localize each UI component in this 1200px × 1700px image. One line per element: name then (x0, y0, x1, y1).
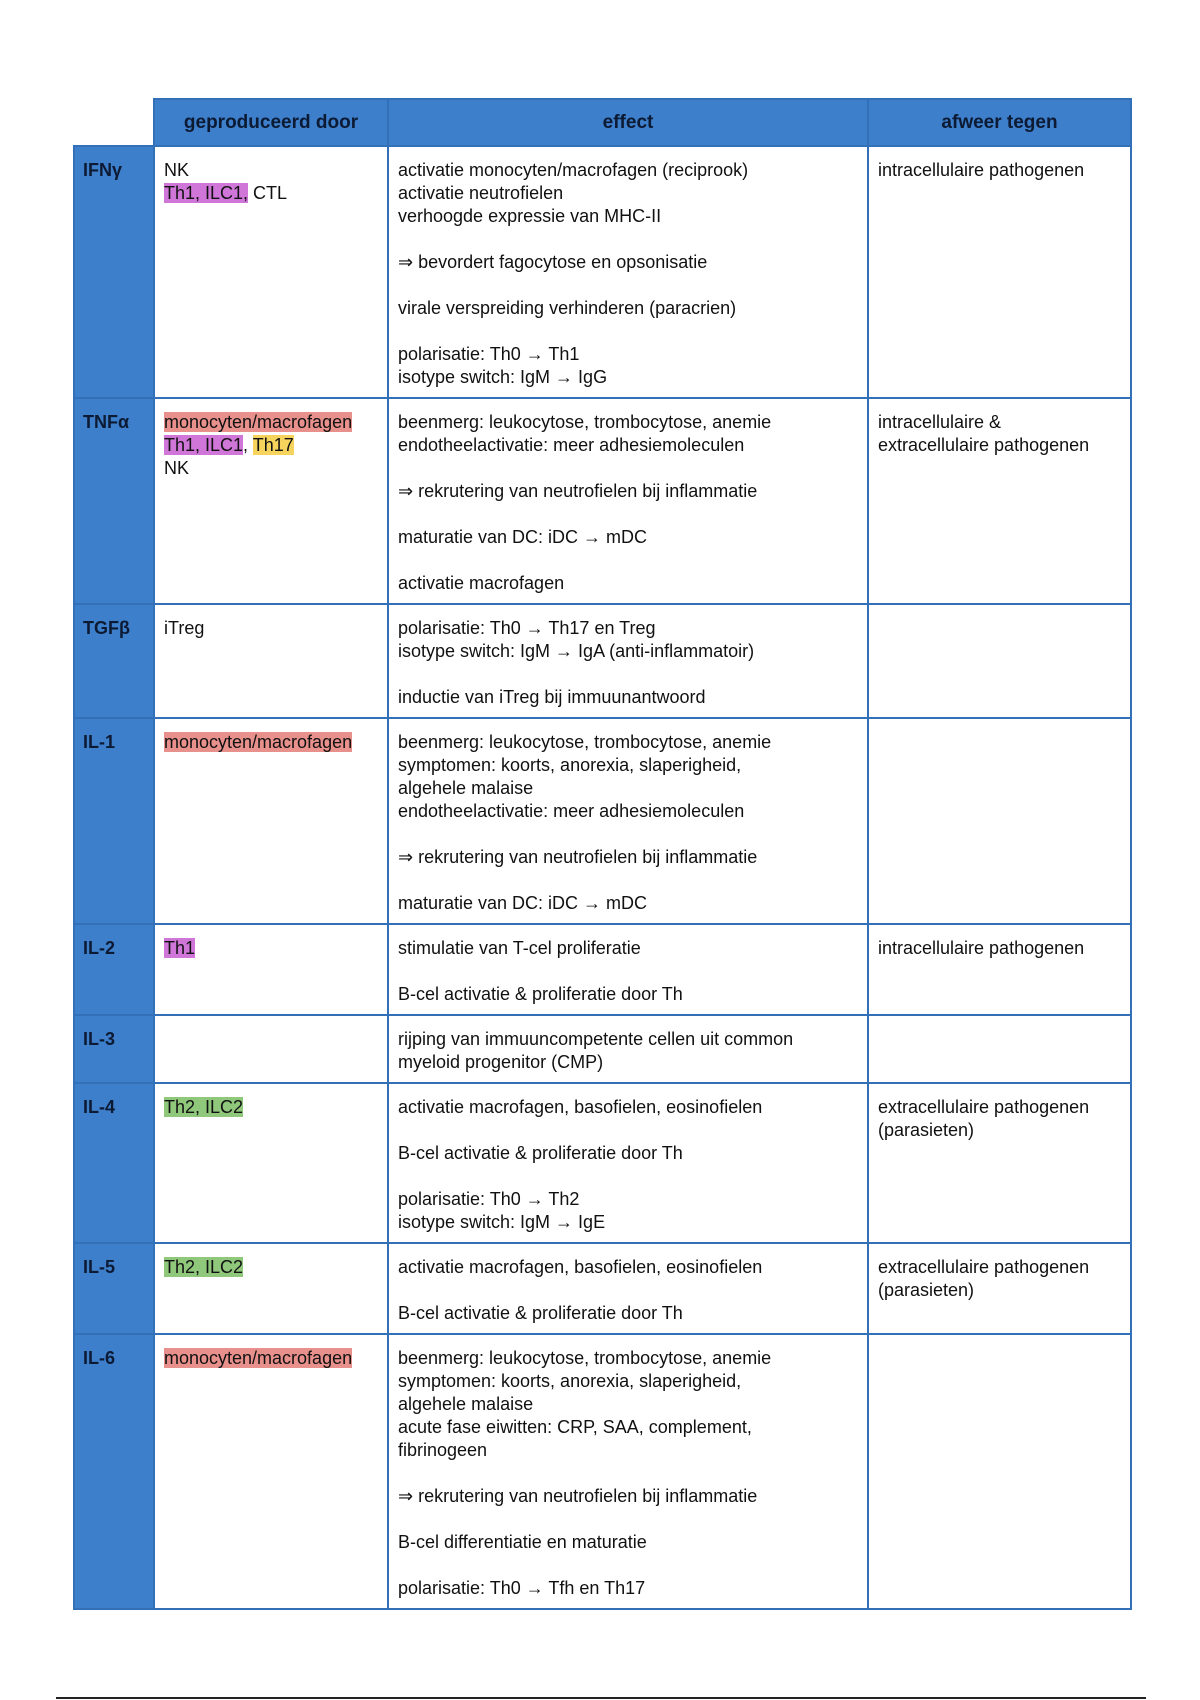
producers-cell (154, 398, 388, 604)
effect-line: beenmerg: leukocytose, trombocytose, anemie (398, 1348, 772, 1368)
effect-line: beenmerg: leukocytose, trombocytose, anemie (398, 732, 772, 752)
effect-cell (388, 718, 868, 924)
cytokine-name: IL-2 (74, 924, 154, 1015)
effect-cell (388, 1334, 868, 1609)
effect-cell (388, 1243, 868, 1334)
effect-cell (388, 924, 868, 1015)
effect-cell (388, 146, 868, 398)
line-gap (398, 823, 858, 846)
effect-line: ⇒ rekrutering van neutrofielen bij inflammatie (398, 481, 758, 501)
effect-line: B-cel differentiatie en maturatie (398, 1532, 647, 1552)
defense-cell (868, 1015, 1131, 1083)
defense-cell (868, 398, 1131, 604)
effect-line: maturatie van DC: iDC → mDC (398, 527, 648, 547)
effect-line: ⇒ rekrutering van neutrofielen bij inflammatie (398, 847, 758, 867)
line-gap (398, 1508, 858, 1531)
producer-line (164, 1256, 378, 1279)
defense-line: (parasieten) (878, 1120, 975, 1140)
table-row (74, 718, 1131, 924)
effect-line: isotype switch: IgM → IgE (398, 1212, 606, 1232)
line-gap (398, 320, 858, 343)
producers-cell (154, 718, 388, 924)
defense-line: intracellulaire pathogenen (878, 938, 1085, 958)
effect-line: symptomen: koorts, anorexia, slaperigheid, (398, 1371, 742, 1391)
cytokine-name: TNFα (74, 398, 154, 604)
line-gap (398, 274, 858, 297)
cell-type: , (243, 435, 253, 455)
cytokine-name: TGFβ (74, 604, 154, 718)
producer-line (164, 1347, 378, 1370)
header-defense: afweer tegen (868, 99, 1131, 146)
effect-line: fibrinogeen (398, 1440, 488, 1460)
defense-cell (868, 718, 1131, 924)
line-gap (398, 503, 858, 526)
header-produced-by: geproduceerd door (154, 99, 388, 146)
line-gap (398, 1554, 858, 1577)
table-header-row (74, 99, 1131, 146)
line-gap (398, 1119, 858, 1142)
effect-line: stimulatie van T-cel proliferatie (398, 938, 641, 958)
effect-line: myeloid progenitor (CMP) (398, 1052, 604, 1072)
effect-line: verhoogde expressie van MHC-II (398, 206, 662, 226)
effect-cell (388, 1015, 868, 1083)
table-row (74, 924, 1131, 1015)
defense-cell (868, 924, 1131, 1015)
defense-cell (868, 1083, 1131, 1243)
highlighted-cell-type: Th1, ILC1, (164, 183, 249, 203)
producers-cell (154, 924, 388, 1015)
effect-line: polarisatie: Th0 → Th2 (398, 1189, 580, 1209)
cell-type: iTreg (164, 618, 205, 638)
header-effect: effect (388, 99, 868, 146)
table-row (74, 1243, 1131, 1334)
effect-line: acute fase eiwitten: CRP, SAA, complement, (398, 1417, 752, 1437)
cytokine-name: IL-1 (74, 718, 154, 924)
effect-line: polarisatie: Th0 → Th17 en Treg (398, 618, 656, 638)
effect-cell (388, 398, 868, 604)
effect-line: activatie monocyten/macrofagen (reciprook) (398, 160, 749, 180)
effect-line: isotype switch: IgM → IgA (anti-inflammatoir) (398, 641, 755, 661)
effect-line: activatie neutrofielen (398, 183, 564, 203)
line-gap (398, 1165, 858, 1188)
cell-type: NK (164, 458, 190, 478)
effect-line: B-cel activatie & proliferatie door Th (398, 1143, 683, 1163)
effect-line: inductie van iTreg bij immuunantwoord (398, 687, 706, 707)
defense-line: (parasieten) (878, 1280, 975, 1300)
producers-cell (154, 1083, 388, 1243)
highlighted-cell-type: Th2, ILC2 (164, 1097, 244, 1117)
cytokine-name: IL-4 (74, 1083, 154, 1243)
defense-cell (868, 1334, 1131, 1609)
defense-line: intracellulaire & (878, 412, 1002, 432)
defense-line: extracellulaire pathogenen (878, 1097, 1090, 1117)
effect-line: endotheelactivatie: meer adhesiemoleculen (398, 435, 745, 455)
highlighted-cell-type: monocyten/macrofagen (164, 1348, 353, 1368)
producer-line (164, 457, 378, 480)
cytokine-name: IFNγ (74, 146, 154, 398)
line-gap (398, 457, 858, 480)
highlighted-cell-type: Th2, ILC2 (164, 1257, 244, 1277)
effect-line: polarisatie: Th0 → Tfh en Th17 (398, 1578, 646, 1598)
producers-cell (154, 1243, 388, 1334)
effect-line: B-cel activatie & proliferatie door Th (398, 984, 683, 1004)
effect-line: symptomen: koorts, anorexia, slaperigheid, (398, 755, 742, 775)
line-gap (398, 1462, 858, 1485)
effect-line: activatie macrofagen (398, 573, 565, 593)
table-row (74, 1015, 1131, 1083)
defense-cell (868, 1243, 1131, 1334)
effect-line: isotype switch: IgM → IgG (398, 367, 608, 387)
defense-line: extracellulaire pathogenen (878, 435, 1090, 455)
table-row (74, 398, 1131, 604)
producer-line (164, 434, 378, 457)
header-corner (74, 99, 154, 146)
effect-line: rijping van immuuncompetente cellen uit common (398, 1029, 794, 1049)
effect-line: B-cel activatie & proliferatie door Th (398, 1303, 683, 1323)
cell-type: CTL (248, 183, 288, 203)
producers-cell (154, 1015, 388, 1083)
effect-line: maturatie van DC: iDC → mDC (398, 893, 648, 913)
effect-cell (388, 604, 868, 718)
highlighted-cell-type: monocyten/macrofagen (164, 412, 353, 432)
table-row (74, 1334, 1131, 1609)
effect-line: algehele malaise (398, 1394, 534, 1414)
producer-line (164, 411, 378, 434)
producers-cell (154, 1334, 388, 1609)
producer-line (164, 159, 378, 182)
effect-line: endotheelactivatie: meer adhesiemoleculen (398, 801, 745, 821)
footer-rule (56, 1697, 1146, 1699)
cytokine-name: IL-5 (74, 1243, 154, 1334)
line-gap (398, 960, 858, 983)
defense-line: intracellulaire pathogenen (878, 160, 1085, 180)
effect-line: beenmerg: leukocytose, trombocytose, anemie (398, 412, 772, 432)
producer-line (164, 182, 378, 205)
effect-line: algehele malaise (398, 778, 534, 798)
effect-line: activatie macrofagen, basofielen, eosinofielen (398, 1097, 763, 1117)
effect-line: virale verspreiding verhinderen (paracrien) (398, 298, 737, 318)
line-gap (398, 663, 858, 686)
effect-cell (388, 1083, 868, 1243)
effect-line: activatie macrofagen, basofielen, eosinofielen (398, 1257, 763, 1277)
producers-cell (154, 146, 388, 398)
highlighted-cell-type: monocyten/macrofagen (164, 732, 353, 752)
table-row (74, 604, 1131, 718)
line-gap (398, 1279, 858, 1302)
defense-cell (868, 146, 1131, 398)
highlighted-cell-type: Th1, ILC1 (164, 435, 244, 455)
defense-cell (868, 604, 1131, 718)
table-row (74, 1083, 1131, 1243)
highlighted-cell-type: Th1 (164, 938, 196, 958)
cytokine-table (73, 98, 1132, 1610)
table-row (74, 146, 1131, 398)
cytokine-name: IL-6 (74, 1334, 154, 1609)
cell-type: NK (164, 160, 190, 180)
producer-line (164, 937, 378, 960)
producers-cell (154, 604, 388, 718)
highlighted-cell-type: Th17 (252, 435, 294, 455)
producer-line (164, 1096, 378, 1119)
defense-line: extracellulaire pathogenen (878, 1257, 1090, 1277)
producer-line (164, 617, 378, 640)
table-body (74, 146, 1131, 1609)
producer-line (164, 731, 378, 754)
effect-line: ⇒ rekrutering van neutrofielen bij inflammatie (398, 1486, 758, 1506)
cytokine-name: IL-3 (74, 1015, 154, 1083)
effect-line: ⇒ bevordert fagocytose en opsonisatie (398, 252, 708, 272)
effect-line: polarisatie: Th0 → Th1 (398, 344, 580, 364)
line-gap (398, 869, 858, 892)
line-gap (398, 228, 858, 251)
line-gap (398, 549, 858, 572)
